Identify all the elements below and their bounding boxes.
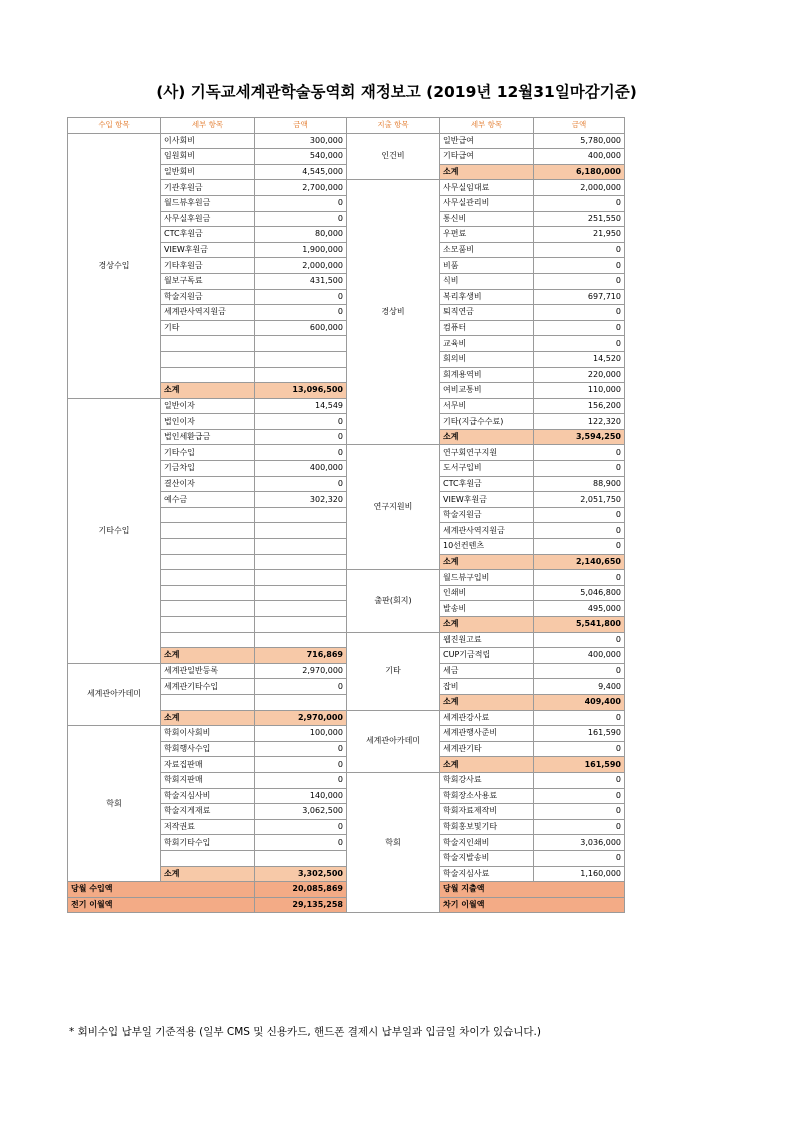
header-income-amount: 금액 xyxy=(255,118,347,134)
income-item-amount xyxy=(255,570,347,586)
income-item-name xyxy=(161,850,255,866)
income-item-amount: 0 xyxy=(255,305,347,321)
expense-item-amount: 156,200 xyxy=(534,398,625,414)
income-item-amount: 0 xyxy=(255,772,347,788)
income-item-amount: 2,000,000 xyxy=(255,258,347,274)
expense-item-name: 사무실임대료 xyxy=(440,180,534,196)
expense-item-amount: 0 xyxy=(534,461,625,477)
income-item-amount: 0 xyxy=(255,445,347,461)
income-item-name xyxy=(161,539,255,555)
income-item-name xyxy=(161,694,255,710)
expense-category: 학회 xyxy=(347,772,440,912)
expense-item-amount: 0 xyxy=(534,710,625,726)
income-item-amount xyxy=(255,850,347,866)
income-category: 기타수입 xyxy=(68,398,161,663)
income-item-name: 법인세환급금 xyxy=(161,429,255,445)
income-item-name: 일반이자 xyxy=(161,398,255,414)
expense-item-name: 교육비 xyxy=(440,336,534,352)
expense-item-amount: 0 xyxy=(534,539,625,555)
prev-carryover-label: 전기 이월액 xyxy=(68,897,255,913)
income-item-name: 월보구독료 xyxy=(161,273,255,289)
income-item-amount xyxy=(255,694,347,710)
expense-item-name: VIEW후원금 xyxy=(440,492,534,508)
income-item-amount: 300,000 xyxy=(255,133,347,149)
income-item-amount: 0 xyxy=(255,414,347,430)
expense-subtotal-label: 소계 xyxy=(440,694,534,710)
income-item-name: 학회행사수입 xyxy=(161,741,255,757)
expense-subtotal-label: 소계 xyxy=(440,429,534,445)
income-item-amount xyxy=(255,632,347,648)
prev-carryover-amount: 29,135,258 xyxy=(255,897,347,913)
income-category: 세계관아카데미 xyxy=(68,663,161,725)
expense-item-amount: 0 xyxy=(534,242,625,258)
table-row xyxy=(68,398,625,414)
expense-subtotal-amount: 6,180,000 xyxy=(534,164,625,180)
expense-item-name: 학술지원금 xyxy=(440,507,534,523)
income-category: 학회 xyxy=(68,726,161,882)
income-item-amount: 0 xyxy=(255,679,347,695)
income-item-name: 예수금 xyxy=(161,492,255,508)
income-item-name: 임원회비 xyxy=(161,149,255,165)
expense-item-amount: 2,000,000 xyxy=(534,180,625,196)
income-item-name: 학술지게재료 xyxy=(161,804,255,820)
expense-item-amount: 5,780,000 xyxy=(534,133,625,149)
income-item-amount xyxy=(255,601,347,617)
expense-item-name: 세계관기타 xyxy=(440,741,534,757)
expense-item-name: 소모품비 xyxy=(440,242,534,258)
header-income-category: 수입 항목 xyxy=(68,118,161,134)
income-item-amount: 0 xyxy=(255,195,347,211)
expense-item-amount: 0 xyxy=(534,305,625,321)
expense-item-amount: 1,160,000 xyxy=(534,866,625,882)
income-item-name: 기타수입 xyxy=(161,445,255,461)
income-item-name: 결산이자 xyxy=(161,476,255,492)
expense-item-name: 우편료 xyxy=(440,227,534,243)
income-item-name: 기관후원금 xyxy=(161,180,255,196)
income-item-name xyxy=(161,367,255,383)
expense-item-name: 일반급여 xyxy=(440,133,534,149)
expense-item-name: 식비 xyxy=(440,273,534,289)
expense-item-amount: 14,520 xyxy=(534,351,625,367)
income-item-amount: 0 xyxy=(255,819,347,835)
expense-item-amount: 0 xyxy=(534,523,625,539)
expense-item-amount: 21,950 xyxy=(534,227,625,243)
report-title: (사) 기독교세계관학술동역회 재정보고 (2019년 12월31일마감기준) xyxy=(156,83,637,101)
income-item-amount: 80,000 xyxy=(255,227,347,243)
expense-item-amount: 3,036,000 xyxy=(534,835,625,851)
table-row xyxy=(68,663,625,679)
income-item-amount xyxy=(255,554,347,570)
expense-item-name: 여비교통비 xyxy=(440,383,534,399)
income-item-amount xyxy=(255,523,347,539)
income-subtotal-amount: 13,096,500 xyxy=(255,383,347,399)
income-item-name: 사무실후원금 xyxy=(161,211,255,227)
income-item-amount: 0 xyxy=(255,289,347,305)
expense-item-name: 학술지인쇄비 xyxy=(440,835,534,851)
income-item-amount: 0 xyxy=(255,476,347,492)
expense-item-amount: 0 xyxy=(534,507,625,523)
income-subtotal-label: 소계 xyxy=(161,866,255,882)
income-item-name xyxy=(161,507,255,523)
expense-item-name: 통신비 xyxy=(440,211,534,227)
carryover-row xyxy=(68,897,625,913)
expense-category: 경상비 xyxy=(347,180,440,445)
income-item-amount xyxy=(255,336,347,352)
income-item-name: CTC후원금 xyxy=(161,227,255,243)
income-item-name: 기금차입 xyxy=(161,461,255,477)
income-item-amount xyxy=(255,507,347,523)
expense-item-amount: 697,710 xyxy=(534,289,625,305)
expense-item-amount: 122,320 xyxy=(534,414,625,430)
table-header-row xyxy=(68,118,625,134)
income-item-name: 학회지판매 xyxy=(161,772,255,788)
expense-item-amount: 0 xyxy=(534,336,625,352)
income-subtotal-amount: 716,869 xyxy=(255,648,347,664)
expense-item-name: 학회자료제작비 xyxy=(440,804,534,820)
expense-category: 세계관아카데미 xyxy=(347,710,440,772)
header-expense-category: 지출 항목 xyxy=(347,118,440,134)
income-item-name xyxy=(161,601,255,617)
income-item-amount: 600,000 xyxy=(255,320,347,336)
expense-item-name: 발송비 xyxy=(440,601,534,617)
income-item-name: 세계관일반등록 xyxy=(161,663,255,679)
expense-item-amount: 400,000 xyxy=(534,149,625,165)
expense-category: 연구지원비 xyxy=(347,445,440,570)
income-item-name: 저작권료 xyxy=(161,819,255,835)
income-item-name xyxy=(161,570,255,586)
income-item-amount: 0 xyxy=(255,211,347,227)
income-item-name xyxy=(161,351,255,367)
expense-item-amount: 161,590 xyxy=(534,726,625,742)
expense-item-name: 비품 xyxy=(440,258,534,274)
expense-item-name: 회의비 xyxy=(440,351,534,367)
expense-item-name: 퇴직연금 xyxy=(440,305,534,321)
income-item-name: 일반회비 xyxy=(161,164,255,180)
expense-item-amount: 110,000 xyxy=(534,383,625,399)
expense-item-name: 10선컨텐츠 xyxy=(440,539,534,555)
income-item-amount: 1,900,000 xyxy=(255,242,347,258)
income-item-amount xyxy=(255,539,347,555)
expense-item-name: 잡비 xyxy=(440,679,534,695)
finance-table xyxy=(67,117,625,913)
expense-item-name: 세계관사역지원금 xyxy=(440,523,534,539)
expense-item-name: 회계용역비 xyxy=(440,367,534,383)
expense-item-name: 세계관강사료 xyxy=(440,710,534,726)
expense-item-name: 인쇄비 xyxy=(440,585,534,601)
monthly-income-label: 당월 수입액 xyxy=(68,882,255,898)
income-item-amount xyxy=(255,617,347,633)
expense-item-amount: 0 xyxy=(534,741,625,757)
income-item-amount: 0 xyxy=(255,429,347,445)
expense-item-amount: 5,046,800 xyxy=(534,585,625,601)
expense-category: 출판(회지) xyxy=(347,570,440,632)
income-item-name: 학회기타수입 xyxy=(161,835,255,851)
header-expense-amount: 금액 xyxy=(534,118,625,134)
income-item-name: 학술지원금 xyxy=(161,289,255,305)
expense-item-name: 학회강사료 xyxy=(440,772,534,788)
income-subtotal-label: 소계 xyxy=(161,648,255,664)
expense-item-amount: 0 xyxy=(534,804,625,820)
expense-item-name: 기타급여 xyxy=(440,149,534,165)
expense-item-amount: 0 xyxy=(534,632,625,648)
expense-item-amount: 0 xyxy=(534,850,625,866)
income-item-name: 학회이사회비 xyxy=(161,726,255,742)
expense-item-amount: 0 xyxy=(534,772,625,788)
expense-item-amount: 0 xyxy=(534,258,625,274)
footnote: * 회비수입 납부일 기준적용 (일부 CMS 및 신용카드, 핸드폰 결제시 납부일과 입금일 차이가 있습니다.) xyxy=(69,1026,541,1038)
expense-subtotal-label: 소계 xyxy=(440,554,534,570)
expense-item-name: 컴퓨터 xyxy=(440,320,534,336)
expense-subtotal-label: 소계 xyxy=(440,164,534,180)
income-item-amount: 14,549 xyxy=(255,398,347,414)
income-item-amount: 540,000 xyxy=(255,149,347,165)
expense-item-name: 기타(지급수수료) xyxy=(440,414,534,430)
expense-subtotal-amount: 3,594,250 xyxy=(534,429,625,445)
income-item-amount: 140,000 xyxy=(255,788,347,804)
income-item-name: VIEW후원금 xyxy=(161,242,255,258)
income-item-amount: 0 xyxy=(255,835,347,851)
income-item-amount: 302,320 xyxy=(255,492,347,508)
income-item-name: 자료집판매 xyxy=(161,757,255,773)
expense-item-name: 학술지발송비 xyxy=(440,850,534,866)
expense-item-name: 학술지심사료 xyxy=(440,866,534,882)
income-category: 경상수입 xyxy=(68,133,161,398)
next-carryover-label: 차기 이월액 xyxy=(440,897,625,913)
expense-category: 인건비 xyxy=(347,133,440,180)
income-item-name: 기타 xyxy=(161,320,255,336)
income-item-name: 이사회비 xyxy=(161,133,255,149)
expense-subtotal-amount: 2,140,650 xyxy=(534,554,625,570)
expense-item-name: 도서구입비 xyxy=(440,461,534,477)
income-item-amount: 0 xyxy=(255,757,347,773)
expense-subtotal-label: 소계 xyxy=(440,757,534,773)
income-item-amount: 2,970,000 xyxy=(255,663,347,679)
income-subtotal-label: 소계 xyxy=(161,383,255,399)
expense-item-amount: 0 xyxy=(534,570,625,586)
expense-item-amount: 0 xyxy=(534,273,625,289)
expense-item-name: 학회장소사용료 xyxy=(440,788,534,804)
income-item-name: 법인이자 xyxy=(161,414,255,430)
income-subtotal-amount: 2,970,000 xyxy=(255,710,347,726)
income-item-name: 기타후원금 xyxy=(161,258,255,274)
income-item-amount xyxy=(255,367,347,383)
expense-item-amount: 0 xyxy=(534,320,625,336)
income-item-amount xyxy=(255,585,347,601)
expense-item-amount: 88,900 xyxy=(534,476,625,492)
income-item-amount: 431,500 xyxy=(255,273,347,289)
income-item-amount: 0 xyxy=(255,741,347,757)
expense-item-name: 연구회연구지원 xyxy=(440,445,534,461)
income-item-amount xyxy=(255,351,347,367)
income-item-name: 세계관기타수입 xyxy=(161,679,255,695)
expense-item-name: 복리후생비 xyxy=(440,289,534,305)
income-item-name: 월드뷰후원금 xyxy=(161,195,255,211)
monthly-expense-label: 당월 지출액 xyxy=(440,882,625,898)
expense-item-amount: 0 xyxy=(534,788,625,804)
expense-subtotal-amount: 161,590 xyxy=(534,757,625,773)
monthly-total-row xyxy=(68,882,625,898)
income-item-amount: 2,700,000 xyxy=(255,180,347,196)
table-row xyxy=(68,133,625,149)
income-item-name xyxy=(161,336,255,352)
expense-subtotal-amount: 5,541,800 xyxy=(534,617,625,633)
expense-item-name: CTC후원금 xyxy=(440,476,534,492)
expense-item-amount: 220,000 xyxy=(534,367,625,383)
income-item-name: 학술지심사비 xyxy=(161,788,255,804)
income-item-amount: 100,000 xyxy=(255,726,347,742)
expense-item-amount: 0 xyxy=(534,663,625,679)
expense-item-name: 월드뷰구입비 xyxy=(440,570,534,586)
expense-item-amount: 0 xyxy=(534,195,625,211)
expense-item-name: 학회홍보및기타 xyxy=(440,819,534,835)
expense-item-amount: 0 xyxy=(534,819,625,835)
expense-item-amount: 495,000 xyxy=(534,601,625,617)
expense-item-name: CUP기금적립 xyxy=(440,648,534,664)
income-subtotal-amount: 3,302,500 xyxy=(255,866,347,882)
header-income-item: 세부 항목 xyxy=(161,118,255,134)
expense-category: 기타 xyxy=(347,632,440,710)
expense-item-amount: 2,051,750 xyxy=(534,492,625,508)
header-expense-item: 세부 항목 xyxy=(440,118,534,134)
expense-item-name: 세금 xyxy=(440,663,534,679)
income-item-name xyxy=(161,632,255,648)
income-item-name: 세계관사역지원금 xyxy=(161,305,255,321)
expense-item-name: 사무실관리비 xyxy=(440,195,534,211)
expense-item-name: 세계관행사준비 xyxy=(440,726,534,742)
finance-table-body xyxy=(68,118,625,913)
expense-item-amount: 9,400 xyxy=(534,679,625,695)
expense-item-amount: 251,550 xyxy=(534,211,625,227)
monthly-income-amount: 20,085,869 xyxy=(255,882,347,898)
expense-subtotal-amount: 409,400 xyxy=(534,694,625,710)
income-item-amount: 400,000 xyxy=(255,461,347,477)
expense-item-amount: 400,000 xyxy=(534,648,625,664)
expense-subtotal-label: 소계 xyxy=(440,617,534,633)
income-item-amount: 3,062,500 xyxy=(255,804,347,820)
table-row xyxy=(68,726,625,742)
expense-item-amount: 0 xyxy=(534,445,625,461)
expense-item-name: 서무비 xyxy=(440,398,534,414)
income-item-name xyxy=(161,523,255,539)
income-item-amount: 4,545,000 xyxy=(255,164,347,180)
income-item-name xyxy=(161,617,255,633)
income-item-name xyxy=(161,554,255,570)
income-subtotal-label: 소계 xyxy=(161,710,255,726)
income-item-name xyxy=(161,585,255,601)
expense-item-name: 웹진원고료 xyxy=(440,632,534,648)
